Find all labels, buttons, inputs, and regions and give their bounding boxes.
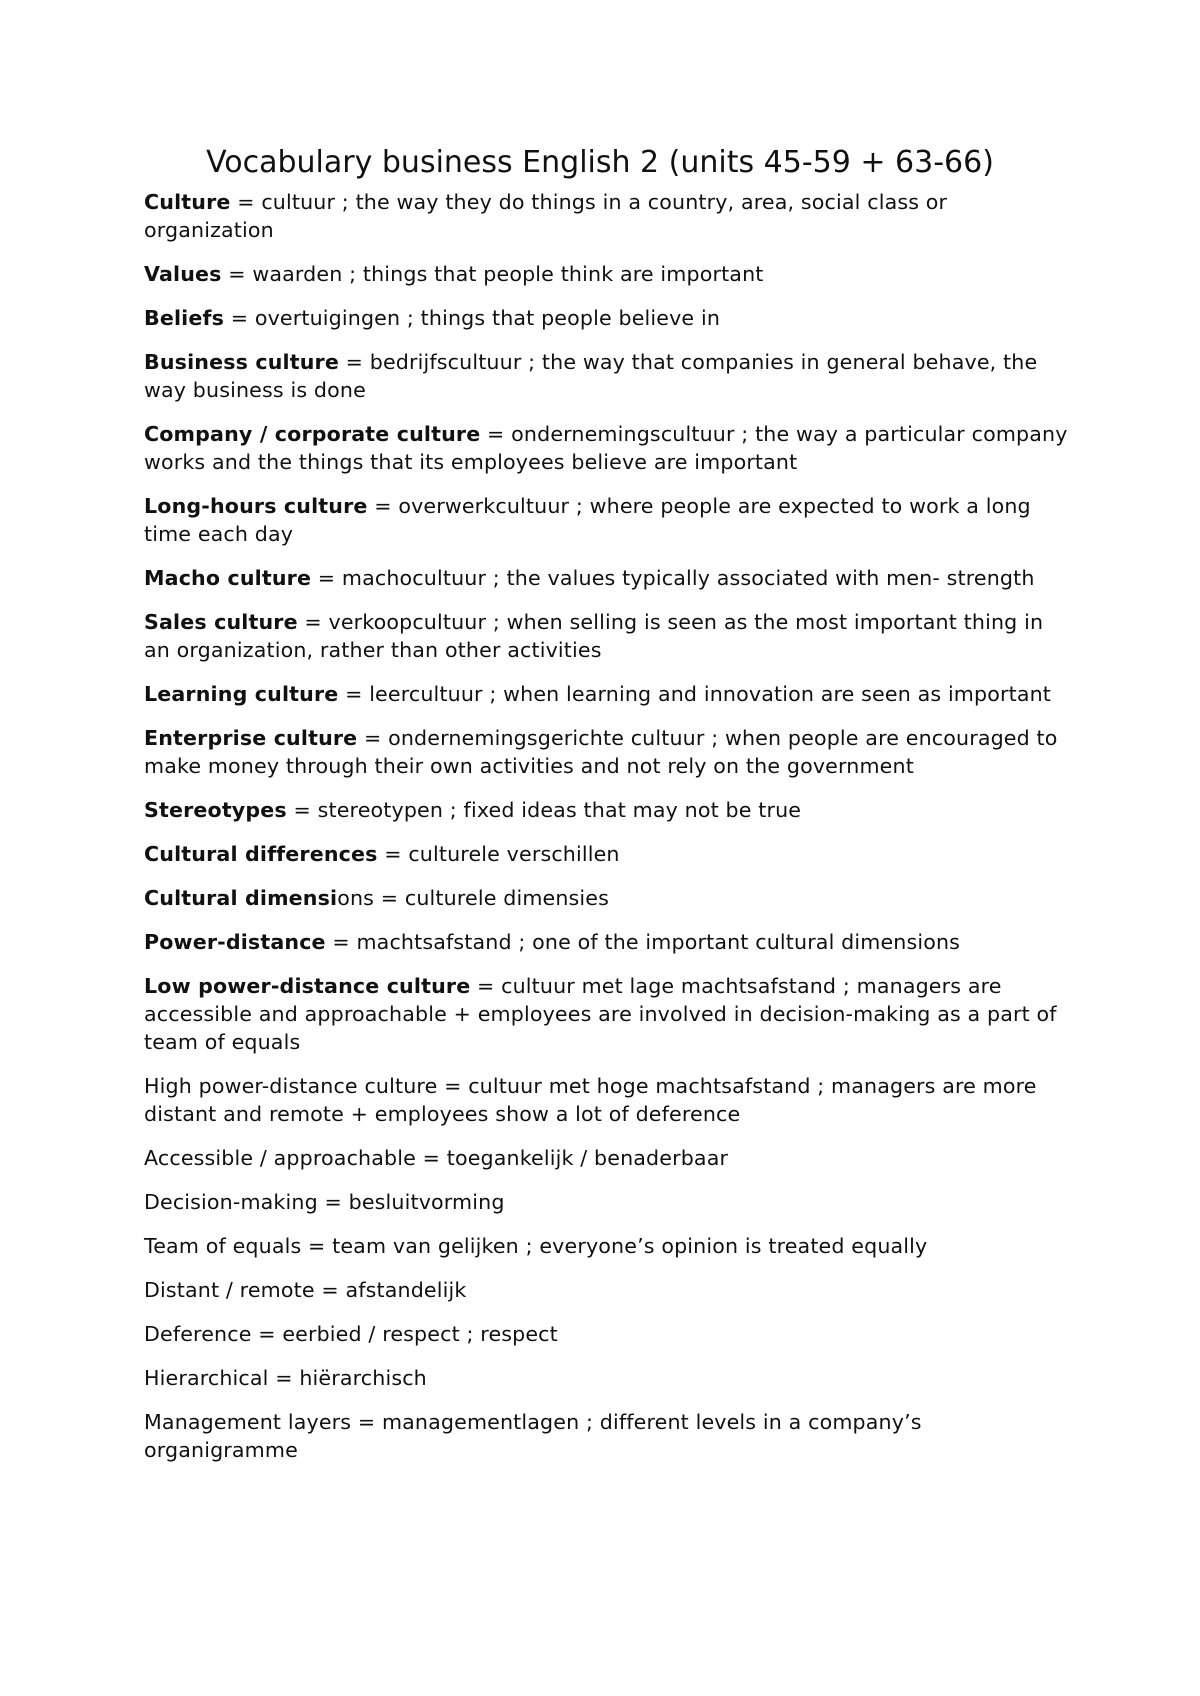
- entry-term: Low power-distance culture: [144, 974, 471, 998]
- vocabulary-entry: [144, 796, 1074, 824]
- entry-term: Enterprise culture: [144, 726, 358, 750]
- entry-term: Macho culture: [144, 566, 312, 590]
- entry-definition: Decision-making = besluitvorming: [144, 1190, 505, 1214]
- entry-term: Beliefs: [144, 306, 225, 330]
- entry-definition: Hierarchical = hiërarchisch: [144, 1366, 427, 1390]
- vocabulary-entry: [144, 928, 1074, 956]
- vocabulary-entry: [144, 724, 1074, 780]
- vocabulary-entry: [144, 188, 1074, 244]
- entry-definition: = bedrijfscultuur ; the way that companies in general behave, the way business is done: [144, 350, 1038, 402]
- vocabulary-entry: [144, 492, 1074, 548]
- entry-term: Cultural differences: [144, 842, 378, 866]
- vocabulary-entry: [144, 1276, 1074, 1304]
- entry-definition: High power-distance culture = cultuur met hoge machtsafstand ; managers are more distant and remote + employees show a lot of deference: [144, 1074, 1037, 1126]
- entry-definition: = overwerkcultuur ; where people are expected to work a long time each day: [144, 494, 1031, 546]
- entry-definition: = verkoopcultuur ; when selling is seen as the most important thing in an organization, rather than other activities: [144, 610, 1044, 662]
- vocabulary-entry: [144, 564, 1074, 592]
- entry-definition: = ondernemingsgerichte cultuur ; when people are encouraged to make money through their own activities and not rely on the government: [144, 726, 1058, 778]
- vocabulary-list: [144, 188, 1074, 1480]
- entry-definition: = waarden ; things that people think are important: [221, 262, 764, 286]
- entry-definition: = culturele dimensies: [374, 886, 609, 910]
- entry-definition: Distant / remote = afstandelijk: [144, 1278, 467, 1302]
- vocabulary-entry: [144, 348, 1074, 404]
- entry-term: Cultural dimensi: [144, 886, 338, 910]
- entry-definition: Team of equals = team van gelijken ; everyone’s opinion is treated equally: [144, 1234, 928, 1258]
- vocabulary-entry: [144, 840, 1074, 868]
- entry-definition: Management layers = managementlagen ; different levels in a company’s organigramme: [144, 1410, 922, 1462]
- vocabulary-entry: [144, 1408, 1074, 1464]
- vocabulary-entry: [144, 1188, 1074, 1216]
- vocabulary-entry: [144, 972, 1074, 1056]
- vocabulary-entry: [144, 884, 1074, 912]
- entry-term: Sales culture: [144, 610, 298, 634]
- entry-term: Power-distance: [144, 930, 326, 954]
- entry-definition: = stereotypen ; fixed ideas that may not be true: [286, 798, 802, 822]
- entry-definition: = culturele verschillen: [377, 842, 620, 866]
- entry-term: Company / corporate culture: [144, 422, 481, 446]
- entry-term: Culture: [144, 190, 231, 214]
- vocabulary-entry: [144, 1072, 1074, 1128]
- vocabulary-entry: [144, 420, 1074, 476]
- entry-term: Learning culture: [144, 682, 339, 706]
- vocabulary-entry: [144, 680, 1074, 708]
- entry-term: Business culture: [144, 350, 339, 374]
- entry-definition: = machocultuur ; the values typically associated with men- strength: [311, 566, 1035, 590]
- vocabulary-entry: [144, 260, 1074, 288]
- entry-definition: = machtsafstand ; one of the important cultural dimensions: [325, 930, 961, 954]
- entry-definition: = overtuigingen ; things that people believe in: [224, 306, 721, 330]
- entry-definition: = leercultuur ; when learning and innovation are seen as important: [338, 682, 1052, 706]
- entry-definition: Deference = eerbied / respect ; respect: [144, 1322, 558, 1346]
- entry-definition: = cultuur met lage machtsafstand ; managers are accessible and approachable + employees are involved in decision-making as a part of team of equals: [144, 974, 1057, 1054]
- entry-term: Stereotypes: [144, 798, 287, 822]
- entry-term: Long-hours culture: [144, 494, 368, 518]
- entry-definition: Accessible / approachable = toegankelijk / benaderbaar: [144, 1146, 729, 1170]
- entry-definition: = cultuur ; the way they do things in a country, area, social class or organization: [144, 190, 948, 242]
- vocabulary-entry: [144, 304, 1074, 332]
- entry-term-rest: ons: [337, 886, 375, 910]
- entry-term: Values: [144, 262, 222, 286]
- entry-definition: = ondernemingscultuur ; the way a particular company works and the things that its employees believe are important: [144, 422, 1068, 474]
- vocabulary-entry: [144, 1320, 1074, 1348]
- vocabulary-entry: [144, 1144, 1074, 1172]
- vocabulary-entry: [144, 608, 1074, 664]
- document-title: Vocabulary business English 2 (units 45-59 + 63-66): [206, 145, 994, 180]
- vocabulary-entry: [144, 1232, 1074, 1260]
- vocabulary-entry: [144, 1364, 1074, 1392]
